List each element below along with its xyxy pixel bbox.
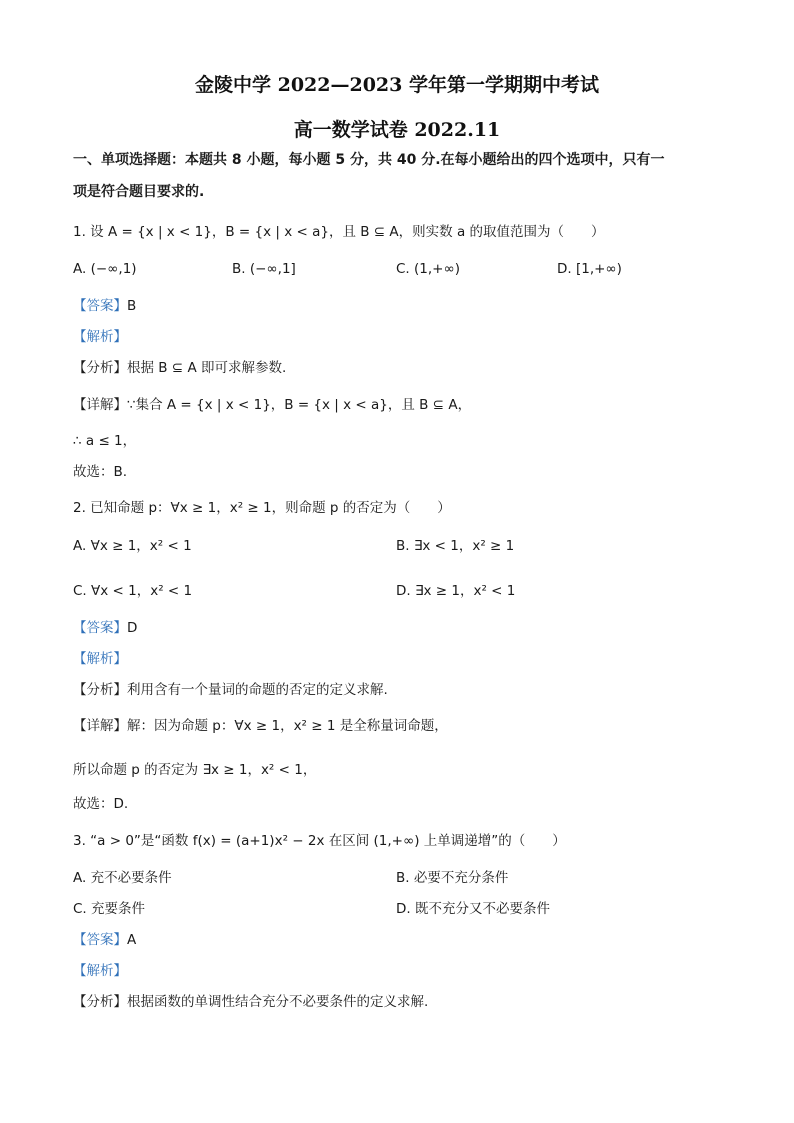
q3-analysis-tag: 【解析】 — [73, 963, 127, 979]
q2-detail-tag: 【详解】 — [73, 718, 127, 734]
section-heading-line1: 一、单项选择题：本题共 8 小题，每小题 5 分，共 40 分.在每小题给出的四个选项中，只有一 — [73, 152, 665, 168]
q2-answer-tag: 【答案】 — [73, 620, 127, 636]
q1-fenxi-row — [73, 358, 286, 378]
q2-answer-row — [73, 618, 137, 638]
q3-answer-tag: 【答案】 — [73, 932, 127, 948]
q1-conclusion: 故选：B. — [73, 464, 128, 480]
section-heading-line2: 项是符合题目要求的. — [73, 184, 205, 200]
q1-option-d: D. [1,+∞) — [557, 261, 622, 277]
q3-fenxi: 根据函数的单调性结合充分不必要条件的定义求解. — [127, 994, 429, 1010]
q1-step: ∴ a ≤ 1， — [73, 433, 137, 449]
q2-step: 所以命题 p 的否定为 ∃x ≥ 1，x² < 1， — [73, 762, 317, 778]
q2-conclusion: 故选：D. — [73, 796, 129, 812]
q2-detail: 解：因为命题 p：∀x ≥ 1，x² ≥ 1 是全称量词命题， — [127, 718, 448, 734]
q1-option-b: B. (−∞,1] — [232, 261, 296, 277]
q1-detail: ∵集合 A = {x | x < 1}，B = {x | x < a}，且 B ⊆ A， — [127, 397, 472, 413]
q2-option-b: B. ∃x < 1，x² ≥ 1 — [396, 538, 515, 554]
q1-answer-row — [73, 296, 136, 316]
q1-answer: B — [127, 298, 137, 314]
q2-answer: D — [127, 620, 138, 636]
q1-fenxi-tag: 【分析】 — [73, 360, 127, 376]
q3-answer-row — [73, 930, 136, 950]
q2-fenxi-tag: 【分析】 — [73, 682, 127, 698]
q2-fenxi-row — [73, 680, 388, 700]
q3-option-d: D. 既不充分又不必要条件 — [396, 901, 550, 917]
q1-analysis-tag: 【解析】 — [73, 329, 127, 345]
q1-option-a: A. (−∞,1) — [73, 261, 137, 277]
q2-detail-row — [73, 716, 448, 736]
exam-subtitle: 高一数学试卷 2022.11 — [293, 119, 501, 141]
q3-option-a: A. 充不必要条件 — [73, 870, 172, 886]
q2-fenxi: 利用含有一个量词的命题的否定的定义求解. — [127, 682, 388, 698]
q2-option-a: A. ∀x ≥ 1，x² < 1 — [73, 538, 192, 554]
q2-option-c: C. ∀x < 1，x² < 1 — [73, 583, 193, 599]
q1-option-c: C. (1,+∞) — [396, 261, 460, 277]
q1-stem: 1. 设 A = {x | x < 1}，B = {x | x < a}，且 B ⊆ A，则实数 a 的取值范围为（ ） — [73, 224, 605, 240]
q1-answer-tag: 【答案】 — [73, 298, 127, 314]
q2-option-d: D. ∃x ≥ 1，x² < 1 — [396, 583, 516, 599]
exam-title: 金陵中学 2022—2023 学年第一学期期中考试 — [195, 74, 599, 96]
q3-option-c: C. 充要条件 — [73, 901, 146, 917]
q1-detail-tag: 【详解】 — [73, 397, 127, 413]
q1-fenxi: 根据 B ⊆ A 即可求解参数. — [127, 360, 287, 376]
q3-option-b: B. 必要不充分条件 — [396, 870, 509, 886]
q3-answer: A — [127, 932, 137, 948]
q3-fenxi-row — [73, 992, 428, 1012]
q3-fenxi-tag: 【分析】 — [73, 994, 127, 1010]
q2-stem: 2. 已知命题 p：∀x ≥ 1，x² ≥ 1，则命题 p 的否定为（ ） — [73, 500, 451, 516]
q3-stem: 3. “a > 0”是“函数 f(x) = (a+1)x² − 2x 在区间 (1,+∞) 上单调递增”的（ ） — [73, 833, 566, 849]
q1-detail-row — [73, 395, 471, 415]
q2-analysis-tag: 【解析】 — [73, 651, 127, 667]
